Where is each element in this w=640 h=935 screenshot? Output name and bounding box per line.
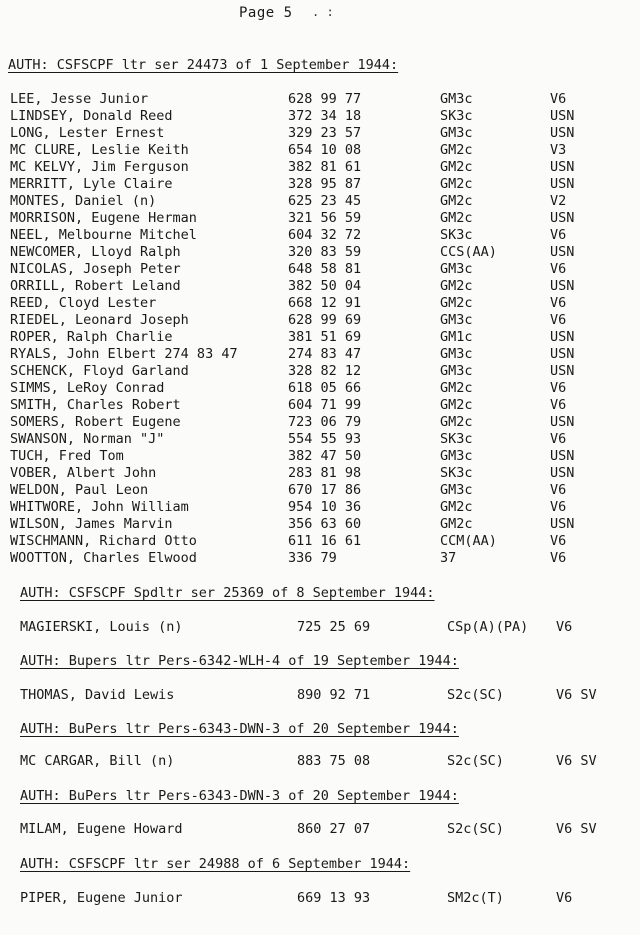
service-number: 321 56 59	[288, 210, 362, 226]
service-number: 336 79	[288, 550, 337, 566]
person-name: MONTES, Daniel (n)	[10, 193, 157, 209]
person-name: MAGIERSKI, Louis (n)	[20, 619, 183, 635]
person-name: LINDSEY, Donald Reed	[10, 108, 173, 124]
service-number: 725 25 69	[297, 619, 371, 635]
status: USN	[550, 414, 575, 430]
person-name: REED, Cloyd Lester	[10, 295, 157, 311]
status: V6	[550, 397, 567, 413]
person-name: SMITH, Charles Robert	[10, 397, 181, 413]
status: V6	[550, 261, 567, 277]
person-name: MORRISON, Eugene Herman	[10, 210, 197, 226]
service-number: 668 12 91	[288, 295, 362, 311]
status: V6	[550, 550, 567, 566]
rate: GM3c	[440, 448, 473, 464]
rate: GM2c	[440, 414, 473, 430]
rate: GM3c	[440, 482, 473, 498]
service-number: 954 10 36	[288, 499, 362, 515]
status: V2	[550, 193, 567, 209]
status: USN	[550, 346, 575, 362]
person-name: WHITWORE, John William	[10, 499, 189, 515]
service-number: 604 32 72	[288, 227, 362, 243]
status: V6	[550, 295, 567, 311]
service-number: 283 81 98	[288, 465, 362, 481]
person-name: RYALS, John Elbert 274 83 47	[10, 346, 238, 362]
auth-heading: AUTH: Bupers ltr Pers-6342-WLH-4 of 19 September 1944:	[20, 653, 459, 669]
page-specks: . :	[312, 5, 334, 19]
auth-heading: AUTH: CSFSCPF ltr ser 24988 of 6 September 1944:	[20, 856, 411, 872]
person-name: LEE, Jesse Junior	[10, 91, 149, 107]
service-number: 604 71 99	[288, 397, 362, 413]
person-name: WOOTTON, Charles Elwood	[10, 550, 197, 566]
status: V6	[550, 227, 567, 243]
service-number: 860 27 07	[297, 821, 371, 837]
rate: GM3c	[440, 346, 473, 362]
rate: GM3c	[440, 363, 473, 379]
rate: CSp(A)(PA)	[447, 619, 529, 635]
person-name: MILAM, Eugene Howard	[20, 821, 183, 837]
rate: GM2c	[440, 142, 473, 158]
rate: GM3c	[440, 125, 473, 141]
person-name: NEWCOMER, Lloyd Ralph	[10, 244, 181, 260]
rate: CCM(AA)	[440, 533, 497, 549]
rate: S2c(SC)	[447, 821, 504, 837]
status: V6	[550, 91, 567, 107]
service-number: 883 75 08	[297, 753, 371, 769]
service-number: 382 50 04	[288, 278, 362, 294]
rate: S2c(SC)	[447, 753, 504, 769]
service-number: 618 05 66	[288, 380, 362, 396]
rate: GM2c	[440, 380, 473, 396]
rate: GM2c	[440, 193, 473, 209]
service-number: 356 63 60	[288, 516, 362, 532]
person-name: LONG, Lester Ernest	[10, 125, 165, 141]
person-name: PIPER, Eugene Junior	[20, 890, 183, 906]
status: V6	[550, 533, 567, 549]
status: V6	[550, 482, 567, 498]
rate: GM2c	[440, 516, 473, 532]
person-name: MC CARGAR, Bill (n)	[20, 753, 175, 769]
person-name: SWANSON, Norman "J"	[10, 431, 165, 447]
rate: GM3c	[440, 312, 473, 328]
rate: GM2c	[440, 295, 473, 311]
person-name: WISCHMANN, Richard Otto	[10, 533, 197, 549]
person-name: MC KELVY, Jim Ferguson	[10, 159, 189, 175]
status: USN	[550, 448, 575, 464]
status: USN	[550, 278, 575, 294]
service-number: 381 51 69	[288, 329, 362, 345]
rate: S2c(SC)	[447, 687, 504, 703]
status: V6	[550, 431, 567, 447]
person-name: SCHENCK, Floyd Garland	[10, 363, 189, 379]
rate: SM2c(T)	[447, 890, 504, 906]
service-number: 372 34 18	[288, 108, 362, 124]
person-name: MERRITT, Lyle Claire	[10, 176, 173, 192]
rate: GM2c	[440, 176, 473, 192]
status: USN	[550, 125, 575, 141]
rate: GM1c	[440, 329, 473, 345]
rate: SK3c	[440, 465, 473, 481]
status: USN	[550, 108, 575, 124]
person-name: ORRILL, Robert Leland	[10, 278, 181, 294]
person-name: VOBER, Albert John	[10, 465, 157, 481]
status: V6	[550, 499, 567, 515]
status: V6	[556, 619, 573, 635]
person-name: MC CLURE, Leslie Keith	[10, 142, 189, 158]
status: V6 SV	[556, 821, 597, 837]
auth-heading: AUTH: BuPers ltr Pers-6343-DWN-3 of 20 September 1944:	[20, 721, 459, 737]
person-name: ROPER, Ralph Charlie	[10, 329, 173, 345]
status: V6 SV	[556, 753, 597, 769]
service-number: 890 92 71	[297, 687, 371, 703]
rate: 37	[440, 550, 457, 566]
person-name: WELDON, Paul Leon	[10, 482, 149, 498]
service-number: 611 16 61	[288, 533, 362, 549]
rate: GM2c	[440, 397, 473, 413]
service-number: 648 58 81	[288, 261, 362, 277]
service-number: 628 99 77	[288, 91, 362, 107]
status: V6 SV	[556, 687, 597, 703]
status: V6	[556, 890, 573, 906]
status: V3	[550, 142, 567, 158]
person-name: TUCH, Fred Tom	[10, 448, 124, 464]
status: V6	[550, 380, 567, 396]
service-number: 328 95 87	[288, 176, 362, 192]
auth-heading: AUTH: CSFSCPF ltr ser 24473 of 1 September 1944:	[8, 57, 399, 73]
rate: CCS(AA)	[440, 244, 497, 260]
service-number: 382 47 50	[288, 448, 362, 464]
rate: GM3c	[440, 91, 473, 107]
status: V6	[550, 312, 567, 328]
auth-heading: AUTH: BuPers ltr Pers-6343-DWN-3 of 20 September 1944:	[20, 788, 459, 804]
rate: GM2c	[440, 278, 473, 294]
service-number: 654 10 08	[288, 142, 362, 158]
service-number: 669 13 93	[297, 890, 371, 906]
service-number: 382 81 61	[288, 159, 362, 175]
rate: GM2c	[440, 159, 473, 175]
service-number: 274 83 47	[288, 346, 362, 362]
service-number: 328 82 12	[288, 363, 362, 379]
person-name: NICOLAS, Joseph Peter	[10, 261, 181, 277]
service-number: 320 83 59	[288, 244, 362, 260]
status: USN	[550, 465, 575, 481]
status: USN	[550, 516, 575, 532]
status: USN	[550, 363, 575, 379]
rate: GM3c	[440, 261, 473, 277]
status: USN	[550, 176, 575, 192]
person-name: WILSON, James Marvin	[10, 516, 173, 532]
service-number: 329 23 57	[288, 125, 362, 141]
rate: GM2c	[440, 210, 473, 226]
person-name: THOMAS, David Lewis	[20, 687, 175, 703]
service-number: 554 55 93	[288, 431, 362, 447]
auth-heading: AUTH: CSFSCPF Spdltr ser 25369 of 8 September 1944:	[20, 585, 435, 601]
person-name: SOMERS, Robert Eugene	[10, 414, 181, 430]
status: USN	[550, 210, 575, 226]
rate: SK3c	[440, 227, 473, 243]
service-number: 628 99 69	[288, 312, 362, 328]
status: USN	[550, 244, 575, 260]
status: USN	[550, 159, 575, 175]
service-number: 670 17 86	[288, 482, 362, 498]
rate: SK3c	[440, 431, 473, 447]
service-number: 723 06 79	[288, 414, 362, 430]
rate: GM2c	[440, 499, 473, 515]
page-number: Page 5	[239, 5, 293, 21]
rate: SK3c	[440, 108, 473, 124]
person-name: SIMMS, LeRoy Conrad	[10, 380, 165, 396]
person-name: NEEL, Melbourne Mitchel	[10, 227, 197, 243]
person-name: RIEDEL, Leonard Joseph	[10, 312, 189, 328]
status: USN	[550, 329, 575, 345]
service-number: 625 23 45	[288, 193, 362, 209]
